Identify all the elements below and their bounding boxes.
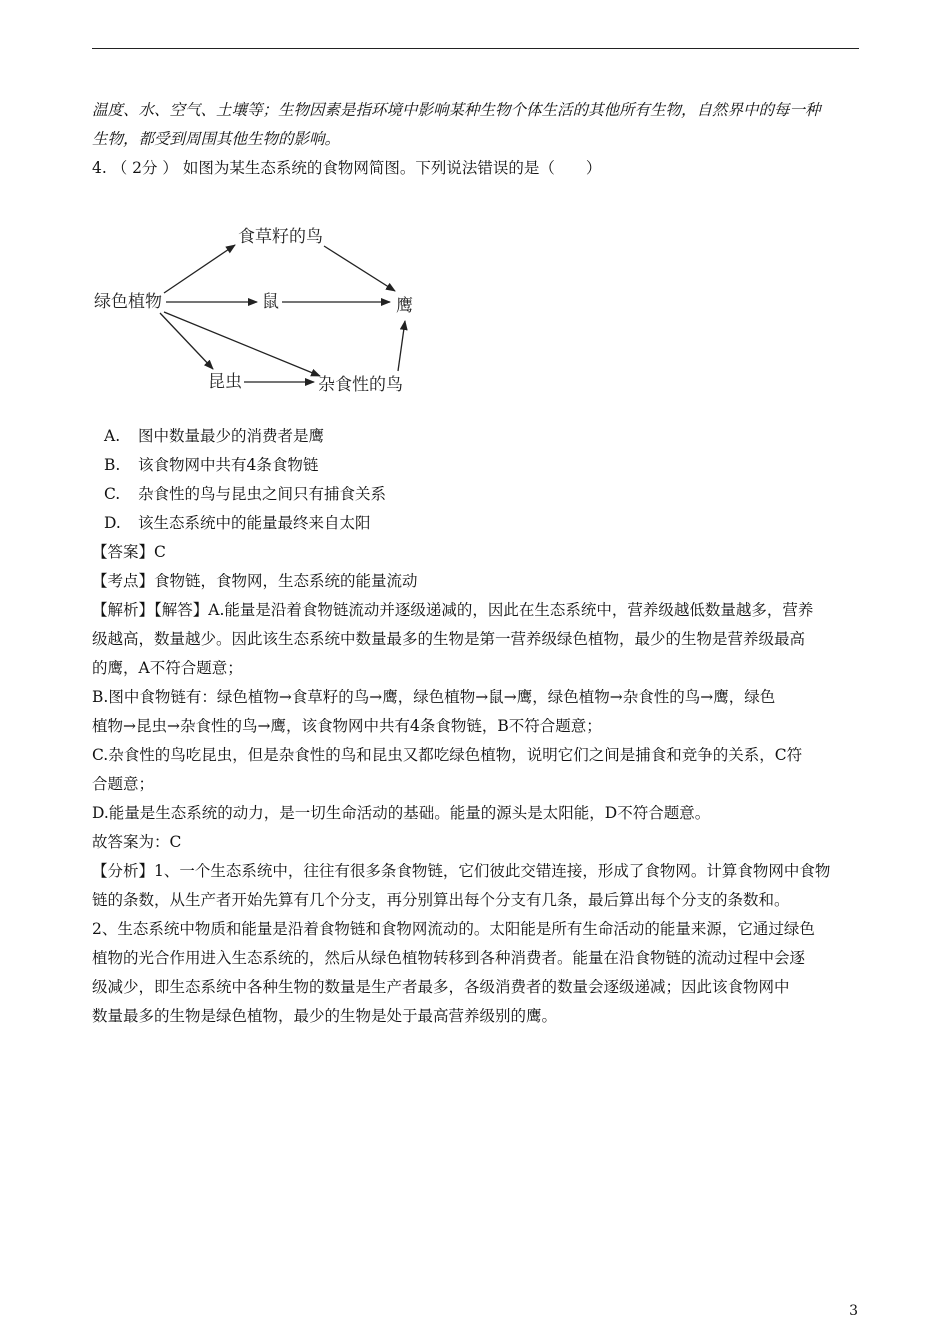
option-d	[104, 513, 371, 533]
intro-paragraph	[92, 96, 862, 154]
option-a	[104, 426, 324, 446]
question-stem: 4. （ 2分 ） 如图为某生态系统的食物网简图。下列说法错误的是（ ）	[92, 159, 602, 177]
node-omnivore-bird: 杂食性的鸟	[318, 375, 403, 395]
fenxi-line-6: 数量最多的生物是绿色植物，最少的生物是处于最高营养级别的鹰。	[92, 1007, 558, 1025]
option-c-label: C.	[104, 485, 121, 503]
node-insect: 昆虫	[208, 372, 242, 392]
option-c-text: 杂食性的鸟与昆虫之间只有捕食关系	[138, 485, 387, 503]
fenxi-line-4: 植物的光合作用进入生态系统的，然后从绿色植物转移到各种消费者。能量在沿食物链的流动过程中会逐	[92, 949, 806, 967]
fenxi-line-2: 链的条数，从生产者开始先算有几个分支，再分别算出每个分支有几条，最后算出每个分支的条数和。	[92, 891, 790, 909]
option-a-label: A.	[104, 427, 121, 445]
option-b-label: B.	[104, 456, 121, 474]
jiexi-line-2: 级越高，数量越少。因此该生态系统中数量最多的生物是第一营养级绿色植物，最少的生物是营养级最高	[92, 630, 806, 648]
jiexi-line-8: D.能量是生态系统的动力，是一切生命活动的基础。能量的源头是太阳能，D不符合题意。	[92, 804, 711, 822]
arrow-seed-bird-to-hawk	[324, 246, 395, 291]
jiexi-line-3: 的鹰，A不符合题意；	[92, 659, 243, 677]
option-b-text: 该食物网中共有4条食物链	[138, 456, 319, 474]
node-mouse: 鼠	[262, 292, 279, 312]
option-d-text: 该生态系统中的能量最终来自太阳	[138, 514, 371, 532]
intro-line-1: 温度、水、空气、土壤等；生物因素是指环境中影响某种生物个体生活的其他所有生物，自然界中的每一种	[92, 101, 821, 119]
jiexi-line-4: B.图中食物链有：绿色植物→食草籽的鸟→鹰，绿色植物→鼠→鹰，绿色植物→杂食性的鸟→鹰，绿色	[92, 688, 776, 706]
node-plants: 绿色植物	[94, 292, 162, 312]
fenxi-line-5: 级减少，即生态系统中各种生物的数量是生产者最多，各级消费者的数量会逐级递减；因此该食物网中	[92, 978, 790, 996]
jiexi-line-6: C.杂食性的鸟吃昆虫，但是杂食性的鸟和昆虫又都吃绿色植物，说明它们之间是捕食和竞争的关系，C符	[92, 746, 803, 764]
fenxi-line-1: 【分析】1、一个生态系统中，往往有很多条食物链，它们彼此交错连接，形成了食物网。计算食物网中食物	[92, 862, 831, 880]
option-c	[104, 484, 386, 504]
jiexi-line-9: 故答案为：C	[92, 833, 182, 851]
food-web-diagram	[92, 205, 432, 405]
node-seed-bird: 食草籽的鸟	[238, 227, 323, 247]
node-hawk: 鹰	[396, 296, 413, 316]
arrow-plants-to-seed-bird	[164, 245, 235, 293]
jiexi-line-7: 合题意；	[92, 775, 155, 793]
jiexi-line-1: 【解析】【解答】A.能量是沿着食物链流动并逐级递减的，因此在生态系统中，营养级越低数量越多，营养	[92, 601, 814, 619]
jiexi-line-5: 植物→昆虫→杂食性的鸟→鹰，该食物网中共有4条食物链，B不符合题意；	[92, 717, 602, 735]
answer-line: 【答案】C	[92, 543, 166, 561]
option-b	[104, 455, 318, 475]
fenxi-line-3: 2、生态系统中物质和能量是沿着食物链和食物网流动的。太阳能是所有生命活动的能量来源，它通过绿色	[92, 920, 815, 938]
arrow-omnivore-bird-to-hawk	[398, 321, 405, 371]
kaodian-line: 【考点】食物链，食物网，生态系统的能量流动	[92, 572, 418, 590]
option-a-text: 图中数量最少的消费者是鹰	[138, 427, 325, 445]
intro-line-2: 生物，都受到周围其他生物的影响。	[92, 130, 341, 148]
arrow-plants-to-omnivore-bird	[164, 312, 320, 376]
answer-block	[92, 538, 862, 1031]
option-d-label: D.	[104, 514, 121, 532]
header-rule	[92, 48, 859, 49]
page-number: 3	[849, 1303, 858, 1319]
